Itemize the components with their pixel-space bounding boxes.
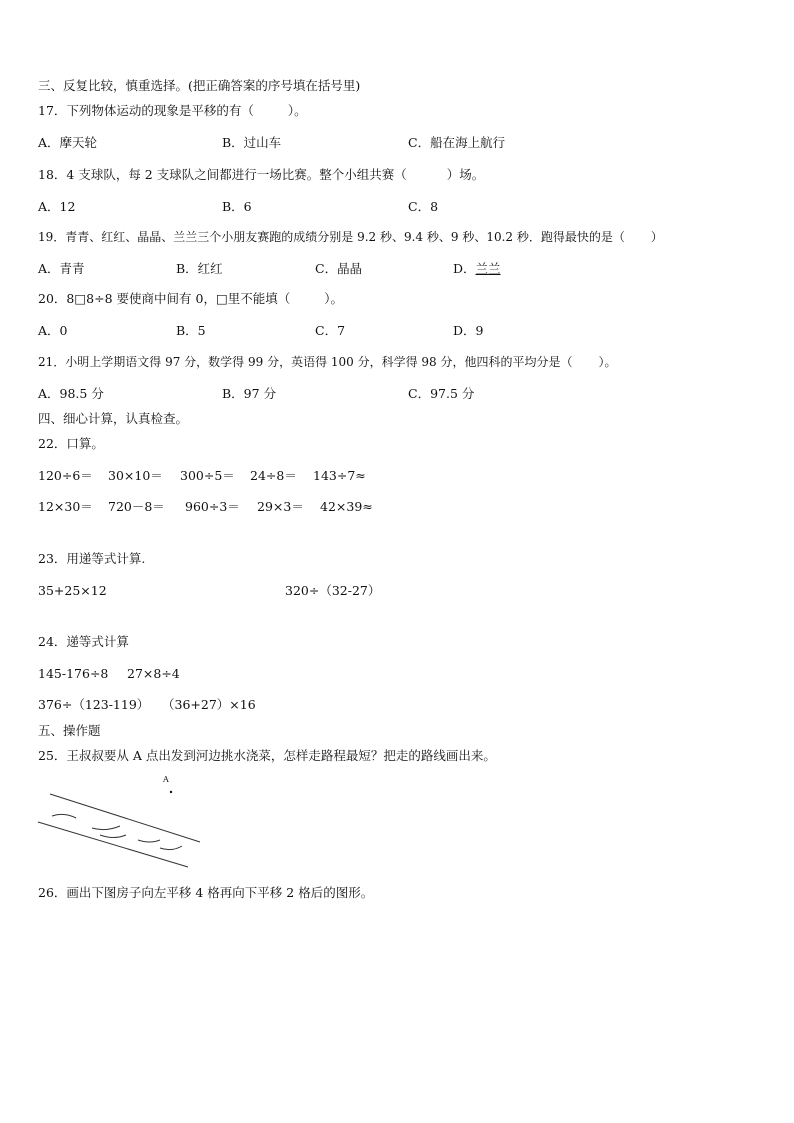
point-a-label: A: [163, 775, 169, 784]
question-20-option-b[interactable]: B．5: [176, 323, 206, 338]
question-19-option-d[interactable]: [453, 261, 501, 277]
stem-text: 21．小明上学期语文得 97 分，数学得 99 分，英语得 100 分，科学得 98 分，他四科的平均分是（: [38, 355, 573, 369]
stem-text: 20．8□8÷8 要使商中间有 0，□里不能填（: [38, 291, 291, 306]
question-17-option-a[interactable]: A．摩天轮: [38, 135, 98, 150]
water-wave: [138, 840, 160, 842]
stepwise-calc-item: 320÷（32-27）: [285, 583, 381, 598]
mental-calc-item: 960÷3＝: [185, 499, 240, 514]
stepwise-calc-item: 27×8÷4: [127, 666, 180, 681]
stem-text: 18．4 支球队，每 2 支球队之间都进行一场比赛。整个小组共赛（: [38, 167, 407, 182]
question-18-stem: [38, 167, 484, 183]
question-20-stem: [38, 291, 343, 307]
mental-calc-item: 143÷7≈: [313, 468, 366, 483]
question-21-stem: [38, 354, 617, 370]
riverbank-upper: [50, 794, 200, 842]
question-20-option-d[interactable]: D．9: [453, 323, 484, 338]
question-19-option-c[interactable]: C．晶晶: [315, 261, 363, 276]
question-23-title: 23．用递等式计算.: [38, 551, 146, 566]
question-17-option-c[interactable]: C．船在海上航行: [408, 135, 506, 150]
question-18-option-a[interactable]: A．12: [38, 199, 76, 214]
question-19-option-a[interactable]: A．青青: [38, 261, 85, 276]
question-20-option-a[interactable]: A．0: [38, 323, 68, 338]
question-26-stem: 26．画出下图房子向左平移 4 格再向下平移 2 格后的图形。: [38, 885, 374, 900]
mental-calc-item: 12×30＝: [38, 499, 93, 514]
mental-calc-item: 24÷8＝: [250, 468, 297, 483]
question-22-title: 22．口算。: [38, 436, 104, 451]
section-3-heading: 三、反复比较，慎重选择。(把正确答案的序号填在括号里): [38, 78, 361, 93]
question-21-option-b[interactable]: B．97 分: [222, 386, 277, 401]
question-20-option-c[interactable]: C．7: [315, 323, 346, 338]
stepwise-calc-item: 376÷（123-119）: [38, 697, 150, 712]
question-25-stem: 25．王叔叔要从 A 点出发到河边挑水浇菜，怎样走路程最短？把走的路线画出来。: [38, 748, 496, 763]
question-24-title: 24．递等式计算: [38, 634, 129, 649]
stem-text-end: ）。: [324, 291, 344, 306]
question-21-option-a[interactable]: A．98.5 分: [38, 386, 104, 401]
stepwise-calc-item: 35+25×12: [38, 583, 107, 598]
mental-calc-item: 29×3＝: [257, 499, 304, 514]
mental-calc-item: 30×10＝: [108, 468, 163, 483]
question-19-stem: [38, 229, 663, 245]
water-wave: [52, 814, 76, 818]
stepwise-calc-item: （36+27）×16: [162, 697, 256, 712]
river-diagram: [30, 780, 230, 870]
stem-text-end: ）场。: [446, 167, 485, 182]
stem-text-end: ）: [650, 230, 663, 244]
question-18-option-c[interactable]: C．8: [408, 199, 439, 214]
mental-calc-item: 720－8＝: [108, 499, 165, 514]
water-wave: [92, 826, 120, 830]
water-wave: [100, 835, 126, 838]
mental-calc-item: 42×39≈: [320, 499, 373, 514]
question-17-stem: [38, 103, 307, 119]
mental-calc-item: 120÷6＝: [38, 468, 93, 483]
stepwise-calc-item: 145-176÷8: [38, 666, 109, 681]
option-text: 兰兰: [475, 261, 501, 276]
stem-text-end: ）。: [598, 355, 617, 369]
section-4-heading: 四、细心计算，认真检查。: [38, 411, 189, 426]
option-letter: D．: [453, 261, 476, 276]
stem-text: 19．青青、红红、晶晶、兰兰三个小朋友赛跑的成绩分别是 9.2 秒、9.4 秒、9 秒、10.2 秒．跑得最快的是（: [38, 230, 625, 244]
stem-text: 17．下列物体运动的现象是平移的有（: [38, 103, 254, 118]
section-5-heading: 五、操作题: [38, 723, 101, 738]
stem-text-end: ）。: [287, 103, 307, 118]
point-a-dot: [170, 791, 172, 793]
question-19-option-b[interactable]: B．红红: [176, 261, 223, 276]
mental-calc-item: 300÷5＝: [180, 468, 235, 483]
question-21-option-c[interactable]: C．97.5 分: [408, 386, 475, 401]
question-17-option-b[interactable]: B．过山车: [222, 135, 282, 150]
water-wave: [160, 846, 182, 850]
question-18-option-b[interactable]: B．6: [222, 199, 252, 214]
